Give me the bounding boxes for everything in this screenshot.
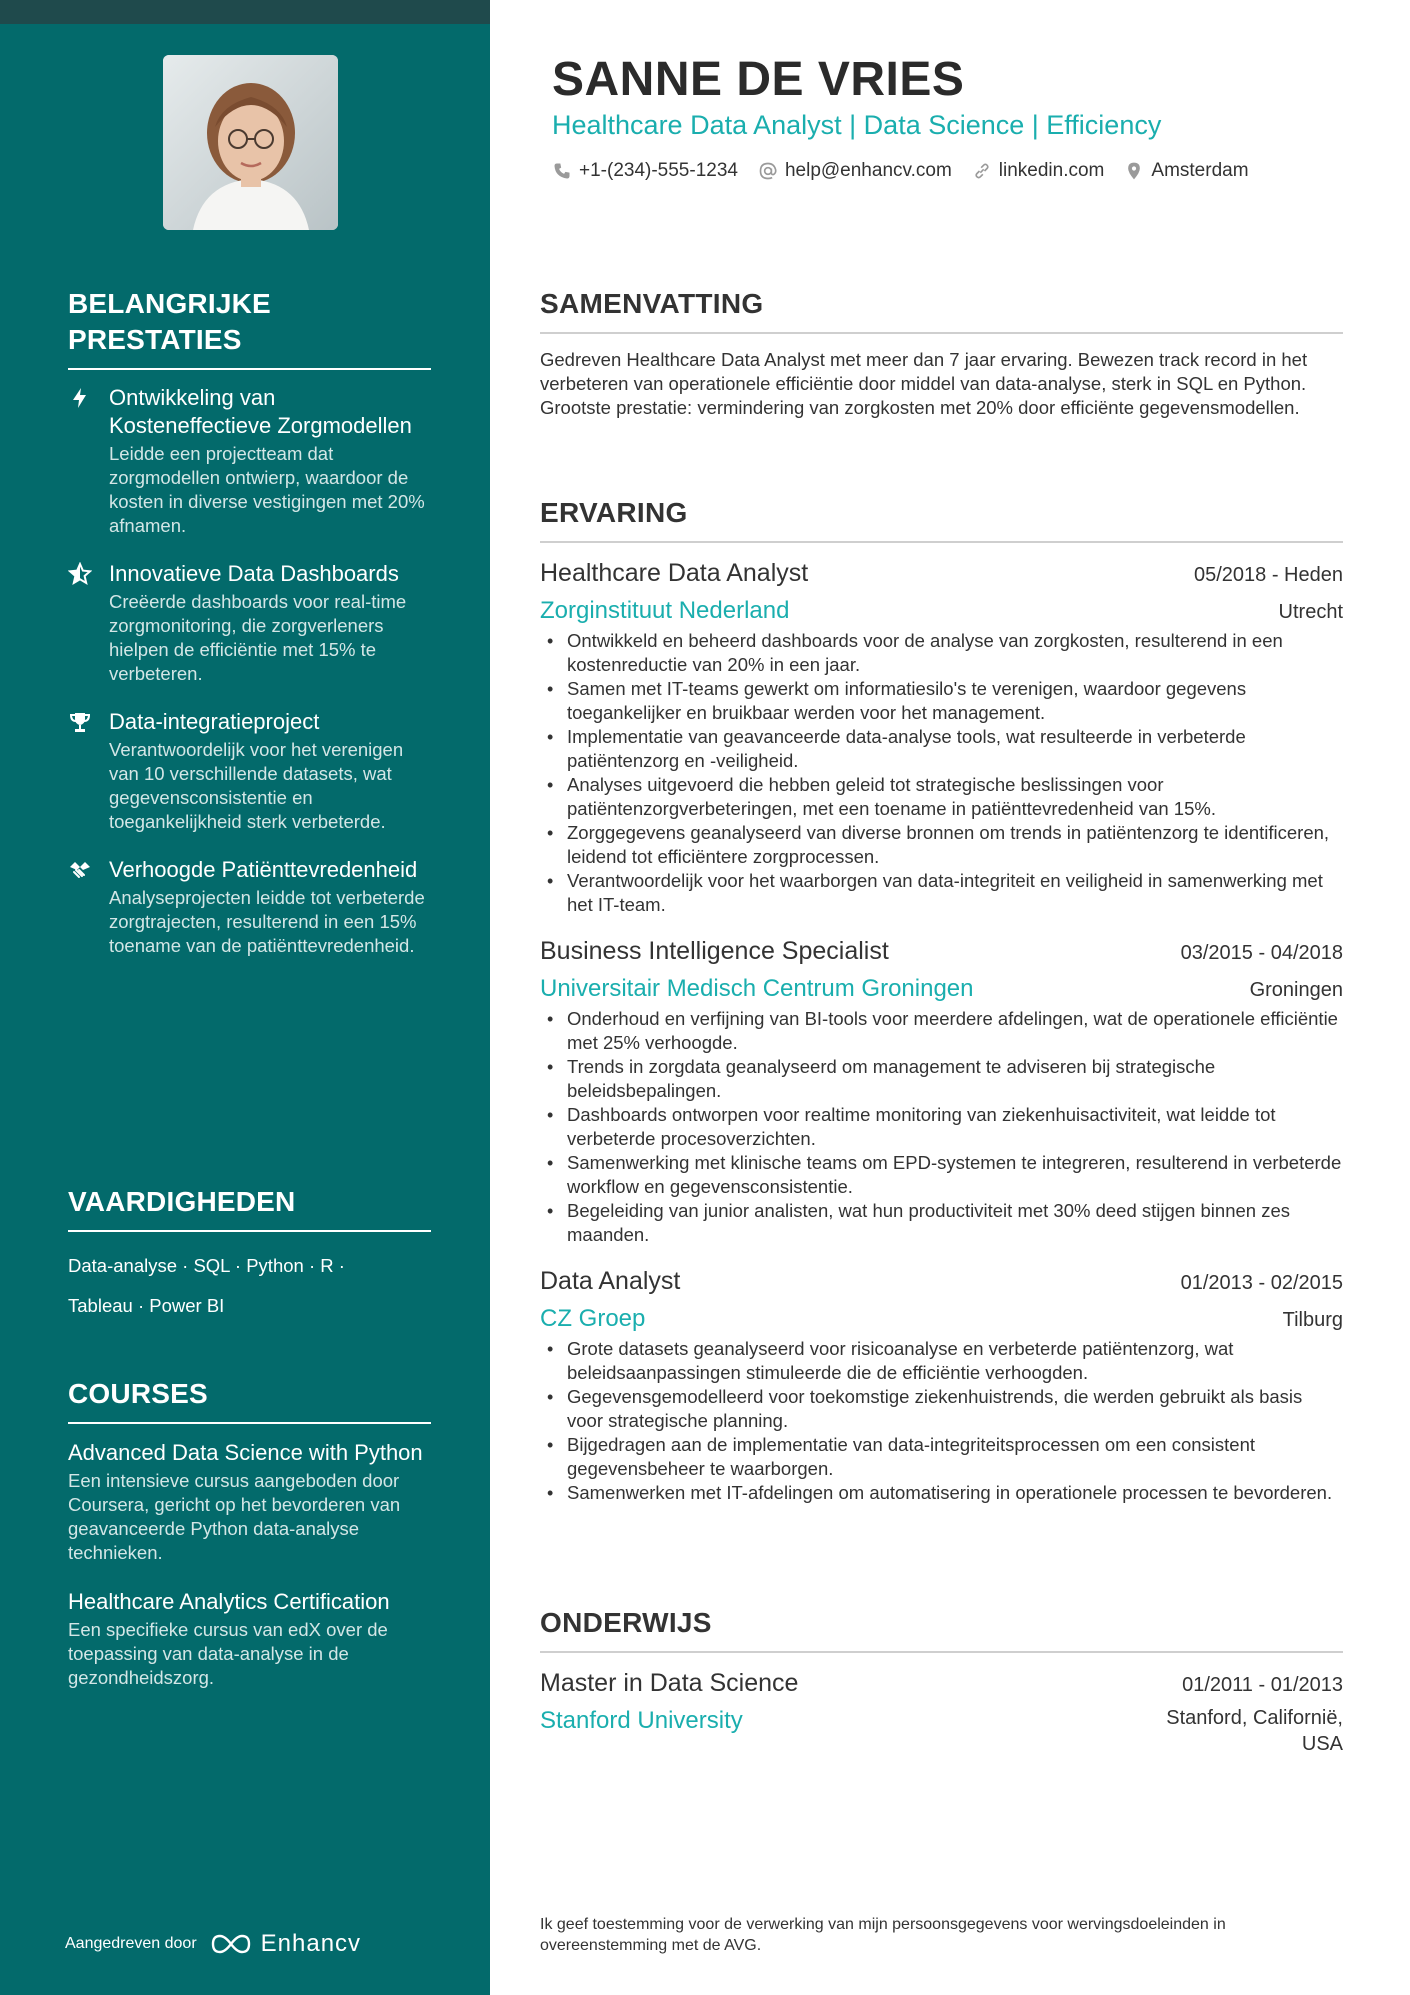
job-bullets [540, 1337, 1343, 1505]
handshake-icon [68, 858, 92, 882]
achievement-item [68, 708, 431, 834]
achievement-desc: Creëerde dashboards voor real-time zorgmonitoring, die zorgverleners hielpen de efficiëntie met 15% te verbeteren. [109, 591, 407, 684]
course-item [68, 1587, 431, 1690]
job-bullet: • Bijgedragen aan de implementatie van data-integriteitsprocessen om een consistent gegevensbeheer te waarborgen. [540, 1433, 1343, 1481]
school-name: Stanford University [540, 1707, 743, 1734]
summary-section [540, 286, 1343, 420]
experience-section [540, 495, 1343, 1523]
email-text: help@enhancv.com [784, 160, 952, 181]
job-entry [540, 557, 1343, 917]
contact-email[interactable] [758, 160, 952, 182]
skills-section [68, 1184, 431, 1326]
job-bullet: • Implementatie van geavanceerde data-analyse tools, wat resulteerde in verbeterde patiëntenzorg en -veiligheid. [540, 725, 1343, 773]
achievements-title: BELANGRIJKE PRESTATIES [68, 286, 431, 370]
job-dates: 03/2015 - 04/2018 [1180, 942, 1343, 964]
course-item [68, 1438, 431, 1565]
education-location: Stanford, Californië, USA [1166, 1707, 1343, 1755]
contact-location [1124, 160, 1248, 182]
enhancv-logo-icon [209, 1933, 253, 1955]
enhancv-logo[interactable] [209, 1930, 361, 1958]
location-text: Amsterdam [1151, 160, 1249, 181]
job-bullet: • Verantwoordelijk voor het waarborgen van data-integriteit en veiligheid in samenwerking met het IT-team. [540, 869, 1343, 917]
achievements-section [68, 286, 431, 980]
contact-phone[interactable] [552, 160, 738, 182]
job-bullet: • Begeleiding van junior analisten, wat hun productiviteit met 30% deed stijgen binnen zes maanden. [540, 1199, 1343, 1247]
trophy-icon [68, 710, 92, 734]
job-bullet: • Zorggegevens geanalyseerd van diverse bronnen om trends in patiëntenzorg te identificeren, leidend tot efficiëntere zorgprocessen. [540, 821, 1343, 869]
job-title: Business Intelligence Specialist [540, 937, 889, 965]
achievement-desc: Verantwoordelijk voor het verenigen van 10 verschillende datasets, wat gegevensconsistentie en toegankelijkheid sterk verbeterde. [109, 739, 404, 832]
at-icon [758, 161, 778, 181]
degree-title: Master in Data Science [540, 1669, 799, 1697]
contact-bar [552, 160, 1249, 182]
enhancv-brand-name: Enhancv [260, 1930, 362, 1957]
job-bullet: • Ontwikkeld en beheerd dashboards voor de analyse van zorgkosten, resulterend in een kostenreductie van 20% in een jaar. [540, 629, 1343, 677]
achievement-item [68, 384, 431, 538]
achievement-title: Verhoogde Patiënttevredenheid [109, 857, 418, 882]
job-company: Zorginstituut Nederland [540, 597, 790, 624]
courses-section [68, 1376, 431, 1712]
job-company: Universitair Medisch Centrum Groningen [540, 975, 974, 1002]
course-desc: Een specifieke cursus van edX over de toepassing van data-analyse in de gezondheidszorg. [68, 1619, 388, 1688]
job-bullets [540, 629, 1343, 917]
link-icon [972, 161, 992, 181]
education-dates: 01/2011 - 01/2013 [1182, 1674, 1343, 1696]
summary-text: Gedreven Healthcare Data Analyst met meer dan 7 jaar ervaring. Bewezen track record in het verbeteren van operationele efficiëntie door middel van data-analyse, sterk in SQL en Python. Grootste prestatie: vermindering van zorgkosten met 20% door efficiënte gegevensmodellen. [540, 349, 1308, 418]
job-bullet: • Samenwerking met klinische teams om EPD-systemen te integreren, resulterend in verbeterde workflow en gegevensconsistentie. [540, 1151, 1343, 1199]
course-title: Advanced Data Science with Python [68, 1440, 423, 1465]
job-dates: 05/2018 - Heden [1193, 564, 1343, 586]
job-location: Utrecht [1278, 601, 1343, 623]
powered-by-label: Aangedreven door [65, 1935, 197, 1952]
job-bullet: • Onderhoud en verfijning van BI-tools voor meerdere afdelingen, wat de operationele efficiëntie met 25% verhoogde. [540, 1007, 1343, 1055]
experience-title: ERVARING [540, 495, 1343, 543]
job-bullet: • Samenwerken met IT-afdelingen om automatisering in operationele processen te bevorderen. [540, 1481, 1343, 1505]
location-pin-icon [1124, 161, 1144, 181]
bolt-icon [68, 386, 92, 410]
job-bullet: • Grote datasets geanalyseerd voor risicoanalyse en verbeterde patiëntenzorg, wat beleidsaanpassingen stimuleerde die de efficiëntie verhoogden. [540, 1337, 1343, 1385]
job-entry [540, 1265, 1343, 1505]
sidebar [0, 0, 490, 1995]
contact-linkedin[interactable] [972, 160, 1105, 182]
star-icon [68, 562, 92, 586]
achievement-title: Innovatieve Data Dashboards [109, 561, 399, 586]
achievement-title: Data-integratieproject [109, 709, 320, 734]
job-location: Groningen [1249, 979, 1343, 1001]
education-section [540, 1605, 1343, 1757]
skills-list: Tableau · Power BI [68, 1295, 225, 1316]
phone-text: +1-(234)-555-1234 [579, 160, 738, 181]
achievement-item [68, 856, 431, 958]
candidate-headline: Healthcare Data Analyst | Data Science | Efficiency [552, 110, 1162, 140]
achievement-item [68, 560, 431, 686]
job-bullet: • Analyses uitgevoerd die hebben geleid tot strategische beslissingen voor patiëntenzorgverbeteringen, met een toename in patiënttevredenheid van 15%. [540, 773, 1343, 821]
sidebar-top-bar [0, 0, 490, 24]
job-entry [540, 935, 1343, 1247]
education-title: ONDERWIJS [540, 1605, 1343, 1653]
achievement-desc: Analyseprojecten leidde tot verbeterde zorgtrajecten, resulterend in een 15% toename van de patiënttevredenheid. [109, 887, 425, 956]
skills-list: Data-analyse · SQL · Python · R · [68, 1255, 345, 1276]
courses-title: COURSES [68, 1376, 431, 1424]
linkedin-text: linkedin.com [998, 160, 1105, 181]
job-bullets [540, 1007, 1343, 1247]
job-title: Healthcare Data Analyst [540, 559, 809, 587]
job-location: Tilburg [1282, 1309, 1343, 1331]
skills-title: VAARDIGHEDEN [68, 1184, 431, 1232]
job-bullet: • Dashboards ontworpen voor realtime monitoring van ziekenhuisactiviteit, wat leidde tot verbeterde procesoverzichten. [540, 1103, 1343, 1151]
phone-icon [552, 161, 572, 181]
profile-photo [163, 55, 338, 230]
job-company: CZ Groep [540, 1305, 646, 1332]
summary-title: SAMENVATTING [540, 286, 1343, 334]
job-bullet: • Trends in zorgdata geanalyseerd om management te adviseren bij strategische beleidsbepalingen. [540, 1055, 1343, 1103]
job-title: Data Analyst [540, 1267, 681, 1295]
candidate-name: SANNE DE VRIES [552, 53, 965, 106]
powered-by [65, 1930, 361, 1958]
achievement-title: Ontwikkeling van Kosteneffectieve Zorgmodellen [109, 385, 412, 438]
job-dates: 01/2013 - 02/2015 [1180, 1272, 1343, 1294]
job-bullet: • Samen met IT-teams gewerkt om informatiesilo's te verenigen, waardoor gegevens toegankelijker en bruikbaar werden voor het management. [540, 677, 1343, 725]
achievement-desc: Leidde een projectteam dat zorgmodellen ontwierp, waardoor de kosten in diverse vestigingen met 20% afnamen. [109, 443, 425, 536]
gdpr-consent: Ik geef toestemming voor de verwerking van mijn persoonsgegevens voor wervingsdoeleinden in overeenstemming met de AVG. [540, 1916, 1226, 1954]
course-title: Healthcare Analytics Certification [68, 1589, 390, 1614]
job-bullet: • Gegevensgemodelleerd voor toekomstige ziekenhuistrends, die werden gebruikt als basis voor strategische planning. [540, 1385, 1343, 1433]
course-desc: Een intensieve cursus aangeboden door Coursera, gericht op het bevorderen van geavanceerde Python data-analyse technieken. [68, 1470, 401, 1563]
